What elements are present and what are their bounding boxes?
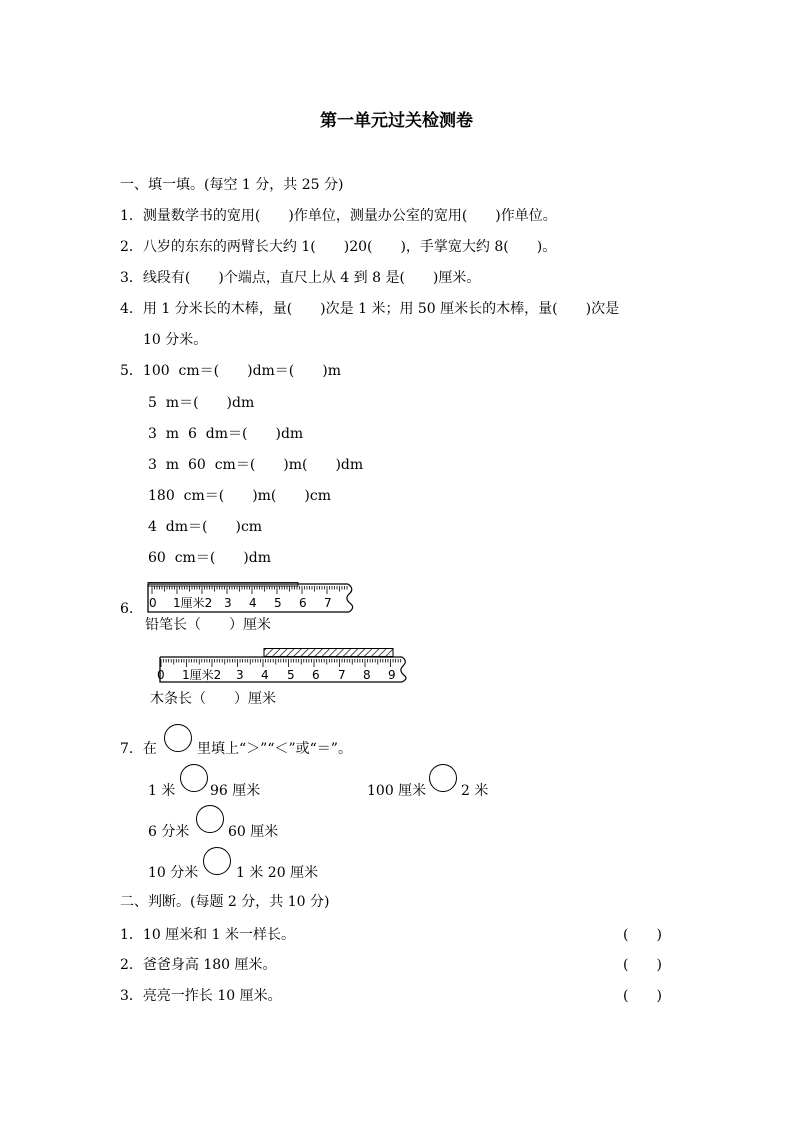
ruler-ticks	[161, 659, 401, 667]
compare-right: 2 米	[461, 783, 489, 799]
question-3: 3．线段有( )个端点，直尺上从 4 到 8 是( )厘米。	[120, 270, 481, 286]
question-5-line: 5 m＝( )dm	[148, 395, 255, 411]
ruler-label: 7	[324, 596, 332, 610]
ruler-label: 3	[236, 668, 244, 682]
compare-circle-example	[164, 724, 192, 752]
question-6-number: 6.	[120, 601, 134, 617]
compare-circle[interactable]	[203, 847, 231, 875]
question-1: 1．测量数学书的宽用( )作单位，测量办公室的宽用( )作单位。	[120, 208, 557, 224]
ruler-stick-caption: 木条长（ ）厘米	[150, 691, 276, 707]
compare-circle[interactable]	[196, 805, 224, 833]
ruler-label: 4	[261, 668, 269, 682]
question-5-line: 5．100 cm＝( )dm＝( )m	[120, 363, 342, 379]
ruler-ticks	[152, 586, 347, 594]
ruler-torn-edge	[401, 657, 406, 682]
section1-heading: 一、填一填。(每空 1 分，共 25 分)	[120, 177, 344, 193]
question-5-line: 60 cm＝( )dm	[148, 550, 271, 566]
ruler-label: 0	[149, 596, 157, 610]
question-4-line2: 10 分米。	[143, 332, 208, 348]
question-7-prefix: 7．在	[120, 741, 157, 757]
compare-right: 96 厘米	[210, 783, 261, 799]
compare-left: 1 米	[148, 783, 176, 799]
ruler-label: 0	[157, 668, 165, 682]
ruler-label: 8	[363, 668, 371, 682]
ruler-label: 5	[287, 668, 295, 682]
ruler-torn-edge	[347, 584, 353, 612]
ruler-label: 1厘米2	[182, 668, 222, 682]
page-title: 第一单元过关检测卷	[320, 111, 473, 131]
compare-right: 60 厘米	[228, 824, 279, 840]
question-2: 2．八岁的东东的两臂长大约 1( )20( )，手掌宽大约 8( )。	[120, 239, 557, 255]
judge-bracket[interactable]: ( )	[623, 988, 662, 1004]
wood-stick-bar	[264, 649, 393, 657]
judge-item: 1．10 厘米和 1 米一样长。	[120, 927, 295, 943]
compare-left: 10 分米	[148, 865, 199, 881]
section2-heading: 二、判断。(每题 2 分，共 10 分)	[120, 894, 330, 910]
compare-circle[interactable]	[180, 764, 208, 792]
compare-right: 1 米 20 厘米	[236, 865, 319, 881]
ruler-pencil-caption: 铅笔长（ ）厘米	[145, 617, 271, 633]
compare-left: 100 厘米	[367, 783, 427, 799]
judge-bracket[interactable]: ( )	[623, 957, 662, 973]
ruler-label: 9	[388, 668, 396, 682]
ruler-label: 5	[274, 596, 282, 610]
judge-item: 3．亮亮一拃长 10 厘米。	[120, 988, 282, 1004]
ruler-pencil	[146, 580, 361, 614]
judge-bracket[interactable]: ( )	[623, 927, 662, 943]
ruler-label: 7	[338, 668, 346, 682]
ruler-label: 6	[312, 668, 320, 682]
question-7-suffix: 里填上“＞”“＜”或“＝”。	[197, 741, 352, 757]
question-5-line: 180 cm＝( )m( )cm	[148, 488, 331, 504]
ruler-label: 1厘米2	[173, 596, 213, 610]
question-4-line1: 4．用 1 分米长的木棒，量( )次是 1 米；用 50 厘米长的木棒，量( )次是	[120, 301, 620, 317]
judge-item: 2．爸爸身高 180 厘米。	[120, 957, 277, 973]
question-5-line: 3 m 60 cm＝( )m( )dm	[148, 457, 364, 473]
ruler-label: 3	[224, 596, 232, 610]
ruler-label: 4	[249, 596, 257, 610]
compare-left: 6 分米	[148, 824, 190, 840]
ruler-label: 6	[299, 596, 307, 610]
compare-circle[interactable]	[429, 764, 457, 792]
question-5-line: 4 dm＝( )cm	[148, 519, 263, 535]
ruler-stick	[155, 646, 417, 684]
question-5-line: 3 m 6 dm＝( )dm	[148, 426, 304, 442]
